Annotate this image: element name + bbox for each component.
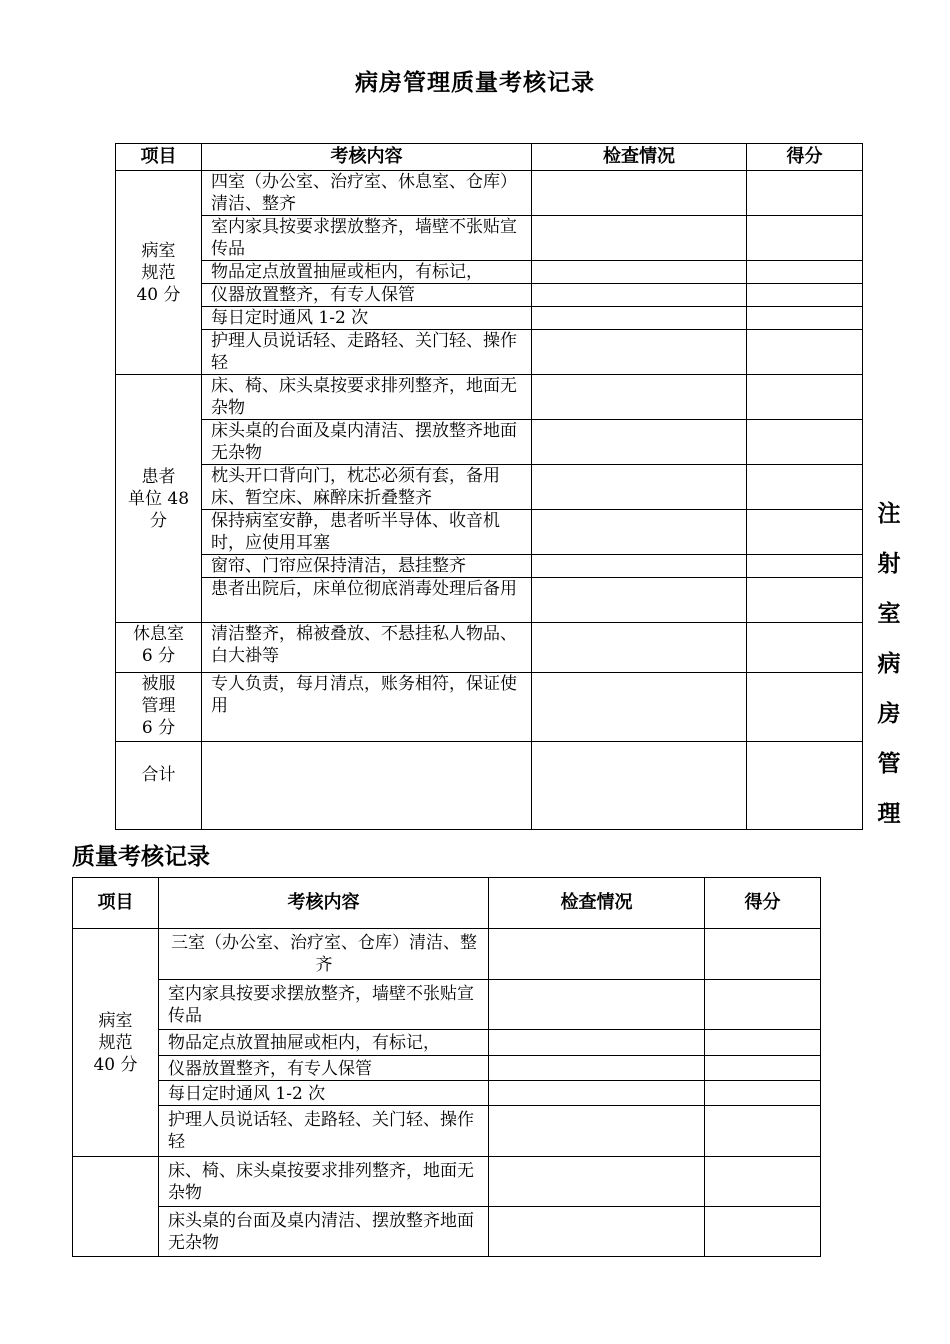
category-total: 合计 (116, 742, 202, 830)
assessment-table-1 (115, 143, 863, 830)
check-cell[interactable] (532, 673, 747, 742)
header-score: 得分 (705, 878, 821, 929)
table-row (116, 261, 863, 284)
header-score: 得分 (747, 144, 863, 171)
check-cell[interactable] (532, 623, 747, 673)
score-cell[interactable] (747, 510, 863, 555)
table-row (116, 375, 863, 420)
header-content: 考核内容 (202, 144, 532, 171)
table-row (116, 307, 863, 330)
header-check: 检查情况 (532, 144, 747, 171)
check-cell[interactable] (489, 1207, 705, 1257)
header-item: 项目 (116, 144, 202, 171)
table-row (73, 1157, 821, 1207)
check-cell[interactable] (489, 1106, 705, 1157)
side-label: 注 射 室 病 房 管 理 (877, 501, 901, 827)
page-title: 病房管理质量考核记录 (355, 70, 595, 96)
score-cell[interactable] (705, 1157, 821, 1207)
score-cell[interactable] (747, 555, 863, 578)
table-row (116, 284, 863, 307)
score-cell[interactable] (705, 929, 821, 980)
check-cell[interactable] (489, 1157, 705, 1207)
score-cell[interactable] (747, 623, 863, 673)
table-row (116, 420, 863, 465)
category-bedding: 被服 管理 6 分 (116, 673, 202, 742)
section-title: 质量考核记录 (72, 844, 210, 870)
table-row (116, 578, 863, 623)
score-cell[interactable] (705, 1106, 821, 1157)
check-cell[interactable] (532, 465, 747, 510)
table-row (116, 555, 863, 578)
content-cell: 仪器放置整齐，有专人保管 (202, 284, 532, 307)
score-cell[interactable] (747, 578, 863, 623)
score-cell[interactable] (747, 673, 863, 742)
check-cell[interactable] (489, 1081, 705, 1106)
header-check: 检查情况 (489, 878, 705, 929)
content-cell: 每日定时通风 1-2 次 (202, 307, 532, 330)
table-row (73, 1030, 821, 1056)
check-cell[interactable] (532, 171, 747, 216)
table-row (116, 330, 863, 375)
total-row (116, 742, 863, 830)
check-cell[interactable] (532, 307, 747, 330)
assessment-table-2 (72, 877, 821, 1257)
total-content-cell[interactable] (202, 742, 532, 830)
score-cell[interactable] (705, 1207, 821, 1257)
score-cell[interactable] (747, 465, 863, 510)
content-cell: 三室（办公室、治疗室、仓库）清洁、整齐 (159, 929, 489, 980)
content-cell: 物品定点放置抽屉或柜内，有标记， (159, 1030, 489, 1056)
check-cell[interactable] (489, 929, 705, 980)
table-row (73, 929, 821, 980)
content-cell: 仪器放置整齐，有专人保管 (159, 1056, 489, 1081)
table-row (73, 1106, 821, 1157)
score-cell[interactable] (705, 1056, 821, 1081)
score-cell[interactable] (705, 980, 821, 1030)
check-cell[interactable] (532, 420, 747, 465)
content-cell: 清洁整齐，棉被叠放、不悬挂私人物品、白大褂等 (202, 623, 532, 673)
check-cell[interactable] (489, 1030, 705, 1056)
content-cell: 室内家具按要求摆放整齐，墙壁不张贴宣传品 (202, 216, 532, 261)
category-ward: 病室 规范 40 分 (73, 929, 159, 1157)
header-item: 项目 (73, 878, 159, 929)
score-cell[interactable] (747, 375, 863, 420)
content-cell: 物品定点放置抽屉或柜内，有标记， (202, 261, 532, 284)
score-cell[interactable] (747, 284, 863, 307)
content-cell: 床头桌的台面及桌内清洁、摆放整齐地面无杂物 (159, 1207, 489, 1257)
check-cell[interactable] (532, 375, 747, 420)
table-row (116, 465, 863, 510)
table-row (116, 171, 863, 216)
score-cell[interactable] (705, 1030, 821, 1056)
check-cell[interactable] (489, 1056, 705, 1081)
table-row (73, 980, 821, 1030)
table-row (116, 673, 863, 742)
table-header-row (73, 878, 821, 929)
score-cell[interactable] (747, 420, 863, 465)
content-cell: 床、椅、床头桌按要求排列整齐，地面无杂物 (202, 375, 532, 420)
content-cell: 枕头开口背向门，枕芯必须有套，备用床、暂空床、麻醉床折叠整齐 (202, 465, 532, 510)
content-cell: 保持病室安静，患者听半导体、收音机时，应使用耳塞 (202, 510, 532, 555)
table-row (73, 1081, 821, 1106)
score-cell[interactable] (747, 261, 863, 284)
check-cell[interactable] (532, 261, 747, 284)
category-lounge: 休息室 6 分 (116, 623, 202, 673)
table-row (73, 1207, 821, 1257)
check-cell[interactable] (489, 980, 705, 1030)
content-cell: 四室（办公室、治疗室、休息室、仓库）清洁、整齐 (202, 171, 532, 216)
content-cell: 专人负责，每月清点，账务相符，保证使用 (202, 673, 532, 742)
content-cell: 护理人员说话轻、走路轻、关门轻、操作轻 (202, 330, 532, 375)
category-empty (73, 1157, 159, 1257)
content-cell: 患者出院后，床单位彻底消毒处理后备用 (202, 578, 532, 623)
score-cell[interactable] (747, 216, 863, 261)
check-cell[interactable] (532, 216, 747, 261)
table-header-row (116, 144, 863, 171)
check-cell[interactable] (532, 284, 747, 307)
content-cell: 室内家具按要求摆放整齐，墙壁不张贴宣传品 (159, 980, 489, 1030)
content-cell: 床、椅、床头桌按要求排列整齐，地面无杂物 (159, 1157, 489, 1207)
check-cell[interactable] (532, 578, 747, 623)
table-row (116, 216, 863, 261)
table-row (116, 510, 863, 555)
score-cell[interactable] (705, 1081, 821, 1106)
header-content: 考核内容 (159, 878, 489, 929)
content-cell: 床头桌的台面及桌内清洁、摆放整齐地面无杂物 (202, 420, 532, 465)
table-row (116, 623, 863, 673)
total-check-cell[interactable] (532, 742, 747, 830)
content-cell: 护理人员说话轻、走路轻、关门轻、操作轻 (159, 1106, 489, 1157)
total-score-cell[interactable] (747, 742, 863, 830)
category-ward: 病室 规范 40 分 (116, 171, 202, 375)
score-cell[interactable] (747, 171, 863, 216)
score-cell[interactable] (747, 307, 863, 330)
category-patient: 患者 单位 48 分 (116, 375, 202, 623)
table-row (73, 1056, 821, 1081)
content-cell: 窗帘、门帘应保持清洁，悬挂整齐 (202, 555, 532, 578)
content-cell: 每日定时通风 1-2 次 (159, 1081, 489, 1106)
check-cell[interactable] (532, 330, 747, 375)
score-cell[interactable] (747, 330, 863, 375)
check-cell[interactable] (532, 510, 747, 555)
check-cell[interactable] (532, 555, 747, 578)
